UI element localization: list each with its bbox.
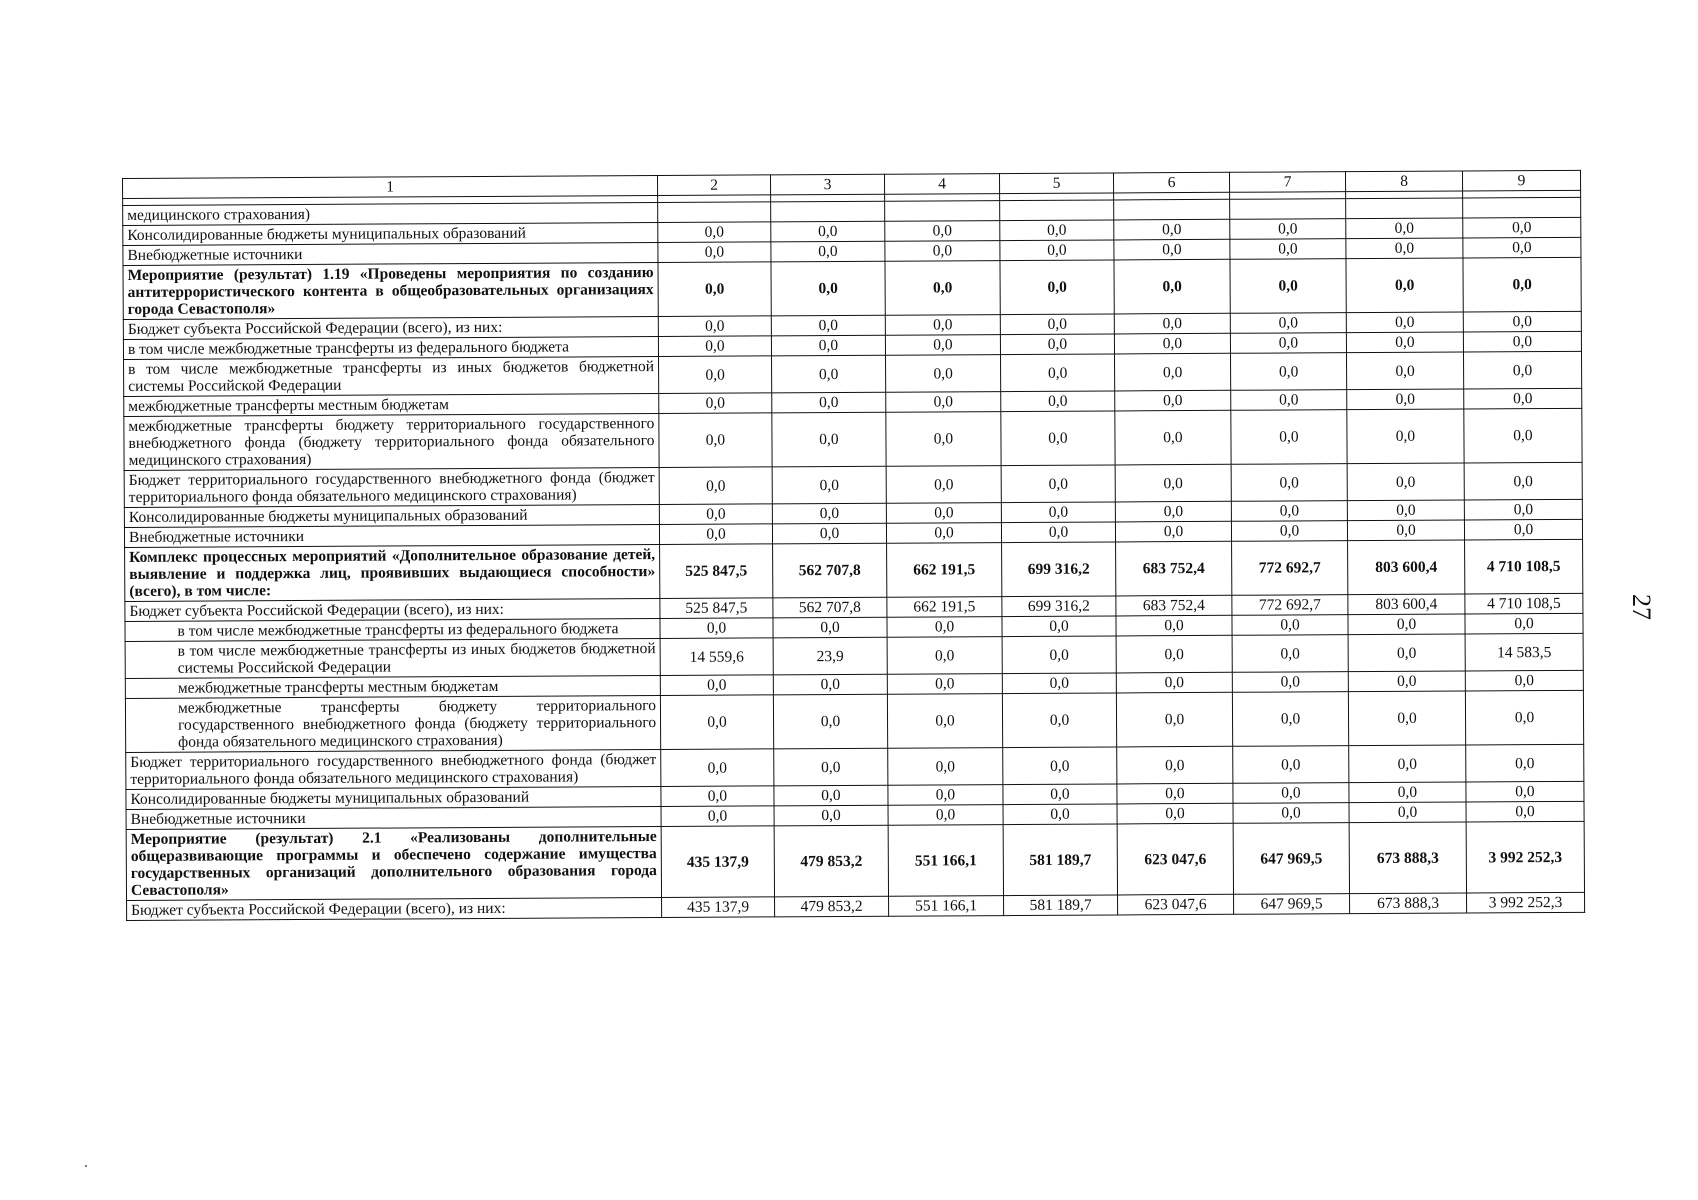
row-value-col-4: 0,0 (885, 261, 1000, 316)
row-value-col-8: 0,0 (1347, 520, 1464, 541)
row-label: Мероприятие (результат) 1.19 «Проведены мероприятия по созданию антитеррористического контента в общеобразовательных организациях города Севастополя» (123, 263, 658, 320)
row-value-col-6: 0,0 (1114, 313, 1230, 334)
row-label: Бюджет территориального государственного внебюджетного фонда (бюджет территориального фонда обязательного медицинского страхования) (126, 750, 661, 790)
row-value-col-5: 0,0 (1001, 411, 1115, 466)
column-header-6: 6 (1113, 172, 1229, 193)
row-value-col-5: 0,0 (1000, 314, 1114, 335)
row-value-col-3: 0,0 (771, 221, 885, 242)
row-value-col-7: 0,0 (1233, 746, 1349, 784)
scan-speck (85, 1165, 87, 1167)
row-value-col-2: 0,0 (659, 504, 772, 525)
row-value-col-6: 0,0 (1116, 635, 1232, 673)
row-value-col-5: 699 316,2 (1002, 542, 1116, 597)
row-value-col-5: 581 189,7 (1004, 895, 1118, 916)
row-value-col-6: 0,0 (1114, 353, 1230, 391)
row-value-col-3: 0,0 (774, 785, 888, 806)
column-header-8: 8 (1345, 171, 1462, 192)
row-value-col-3 (771, 201, 885, 222)
row-value-col-7: 0,0 (1232, 692, 1348, 747)
row-label: медицинского страхования) (123, 203, 658, 226)
row-value-col-4 (885, 201, 1000, 222)
row-value-col-8: 0,0 (1348, 634, 1465, 672)
row-value-col-5: 0,0 (1001, 391, 1115, 412)
row-value-col-9 (1463, 197, 1581, 218)
row-value-col-6: 0,0 (1117, 746, 1233, 784)
row-value-col-7: 0,0 (1230, 259, 1346, 314)
row-value-col-8: 0,0 (1346, 332, 1463, 353)
row-value-col-7: 0,0 (1233, 803, 1349, 824)
row-value-col-2: 0,0 (659, 524, 772, 545)
row-value-col-7: 0,0 (1231, 464, 1347, 502)
row-value-col-7: 0,0 (1231, 501, 1347, 522)
row-value-col-9: 0,0 (1465, 613, 1583, 634)
row-value-col-2: 0,0 (659, 413, 772, 468)
row-value-col-9: 0,0 (1465, 670, 1583, 691)
row-label: межбюджетные трансферты бюджету территориального государственного внебюджетного фонда (бюджету территориального фонда обязательного медицинского страхования) (125, 696, 660, 753)
row-value-col-6: 0,0 (1116, 615, 1232, 636)
row-value-col-4: 0,0 (885, 335, 1000, 356)
page-number: 27 (1627, 594, 1656, 620)
row-value-col-3: 0,0 (773, 674, 887, 695)
row-value-col-4: 0,0 (886, 392, 1001, 413)
row-value-col-4: 0,0 (885, 315, 1000, 336)
row-value-col-9: 0,0 (1466, 744, 1584, 782)
column-header-3: 3 (770, 174, 884, 195)
row-label: Бюджет субъекта Российской Федерации (всего), из них: (127, 897, 662, 920)
row-label: Мероприятие (результат) 2.1 «Реализованы дополнительные общеразвивающие программы и обеспечено содержание имущества государственных организаций дополнительного образования города Севастополя» (126, 826, 661, 900)
row-label: Внебюджетные источники (123, 243, 658, 266)
row-label: в том числе межбюджетные трансферты из иных бюджетов бюджетной системы Российской Федерации (125, 639, 660, 679)
row-value-col-2: 0,0 (658, 336, 771, 357)
row-value-col-2: 0,0 (659, 467, 772, 505)
row-value-col-8: 0,0 (1348, 614, 1465, 635)
row-value-col-7: 0,0 (1231, 390, 1347, 411)
row-value-col-5: 0,0 (1003, 784, 1117, 805)
row-value-col-7: 772 692,7 (1232, 541, 1348, 596)
row-value-col-7 (1230, 199, 1346, 220)
row-value-col-2: 14 559,6 (660, 638, 773, 676)
row-label: межбюджетные трансферты бюджету территориального государственного внебюджетного фонда (бюджету территориального фонда обязательного медицинского страхования) (124, 414, 659, 471)
row-value-col-2: 0,0 (658, 242, 771, 263)
row-value-col-3: 0,0 (771, 241, 885, 262)
row-value-col-9: 0,0 (1464, 388, 1582, 409)
row-value-col-5: 0,0 (1001, 354, 1115, 392)
column-header-1: 1 (123, 176, 658, 199)
row-value-col-3: 0,0 (772, 392, 886, 413)
column-header-7: 7 (1229, 172, 1345, 193)
row-value-col-3: 0,0 (771, 261, 885, 316)
row-value-col-6: 0,0 (1115, 410, 1231, 465)
row-value-col-4: 0,0 (885, 221, 1000, 242)
row-value-col-7: 0,0 (1232, 635, 1348, 673)
row-value-col-9: 0,0 (1463, 237, 1581, 258)
row-value-col-3: 562 707,8 (773, 597, 887, 618)
row-value-col-6: 623 047,6 (1117, 823, 1233, 895)
row-label: Бюджет территориального государственного внебюджетного фонда (бюджет территориального фонда обязательного медицинского страхования) (124, 468, 659, 508)
row-value-col-3: 0,0 (771, 335, 885, 356)
row-value-col-8: 0,0 (1347, 409, 1464, 464)
row-value-col-6: 683 752,4 (1116, 541, 1232, 596)
row-value-col-6: 0,0 (1115, 390, 1231, 411)
column-header-4: 4 (884, 174, 999, 195)
row-value-col-9: 0,0 (1464, 462, 1582, 500)
row-label: Внебюджетные источники (124, 525, 659, 548)
row-value-col-3: 0,0 (772, 503, 886, 524)
row-value-col-9: 0,0 (1463, 257, 1581, 312)
row-value-col-8: 0,0 (1347, 463, 1464, 501)
row-value-col-8: 803 600,4 (1348, 540, 1465, 595)
row-value-col-6 (1114, 199, 1230, 220)
row-value-col-3: 0,0 (771, 315, 885, 336)
table-row (124, 408, 1582, 470)
row-value-col-4: 662 191,5 (887, 597, 1002, 618)
row-value-col-8: 0,0 (1346, 312, 1463, 333)
row-label: Бюджет субъекта Российской Федерации (всего), из них: (123, 317, 658, 340)
column-header-2: 2 (657, 175, 770, 196)
row-value-col-3: 562 707,8 (773, 543, 887, 598)
row-value-col-2: 0,0 (658, 316, 771, 337)
row-value-col-9: 0,0 (1464, 408, 1582, 463)
row-value-col-3: 23,9 (773, 637, 887, 675)
row-value-col-6: 0,0 (1116, 692, 1232, 747)
row-value-col-5: 0,0 (1000, 240, 1114, 261)
row-value-col-5: 0,0 (1002, 673, 1116, 694)
row-value-col-7: 772 692,7 (1232, 595, 1348, 616)
row-value-col-2: 0,0 (660, 695, 773, 750)
row-label: Консолидированные бюджеты муниципальных образований (126, 786, 661, 809)
row-value-col-3: 479 853,2 (774, 825, 888, 897)
row-value-col-5: 0,0 (1003, 804, 1117, 825)
row-value-col-4: 551 166,1 (889, 896, 1004, 917)
row-value-col-4: 662 191,5 (887, 543, 1002, 598)
row-value-col-2: 0,0 (658, 222, 771, 243)
row-value-col-4: 0,0 (886, 466, 1001, 504)
row-value-col-4: 0,0 (886, 412, 1001, 467)
row-value-col-3: 0,0 (774, 805, 888, 826)
row-value-col-5 (1000, 200, 1114, 221)
row-value-col-3: 0,0 (772, 523, 886, 544)
row-value-col-6: 0,0 (1114, 219, 1230, 240)
row-value-col-9: 0,0 (1465, 690, 1583, 745)
row-value-col-3: 0,0 (773, 617, 887, 638)
row-value-col-8: 0,0 (1346, 238, 1463, 259)
row-value-col-8 (1346, 198, 1463, 219)
row-value-col-3: 479 853,2 (775, 896, 889, 917)
row-value-col-7: 0,0 (1233, 783, 1349, 804)
row-value-col-2: 0,0 (661, 749, 774, 787)
row-value-col-5: 0,0 (1002, 616, 1116, 637)
row-value-col-3: 0,0 (774, 748, 888, 786)
row-value-col-9: 0,0 (1466, 781, 1584, 802)
row-label: межбюджетные трансферты местным бюджетам (124, 394, 659, 417)
row-value-col-8: 673 888,3 (1350, 893, 1467, 914)
row-value-col-9: 0,0 (1463, 331, 1581, 352)
row-value-col-3: 0,0 (773, 694, 887, 749)
row-value-col-7: 0,0 (1230, 353, 1346, 391)
row-value-col-2: 435 137,9 (662, 897, 775, 918)
row-value-col-8: 0,0 (1346, 218, 1463, 239)
row-value-col-7: 647 969,5 (1234, 894, 1350, 915)
row-value-col-2: 0,0 (658, 262, 771, 317)
row-value-col-8: 673 888,3 (1349, 822, 1466, 894)
row-value-col-9: 4 710 108,5 (1465, 593, 1583, 614)
row-value-col-6: 623 047,6 (1118, 894, 1234, 915)
row-value-col-9: 4 710 108,5 (1465, 539, 1583, 594)
row-value-col-5: 0,0 (1002, 636, 1116, 674)
row-value-col-5: 0,0 (1003, 747, 1117, 785)
row-value-col-2: 525 847,5 (660, 544, 773, 599)
row-value-col-7: 0,0 (1232, 672, 1348, 693)
row-value-col-4: 0,0 (886, 503, 1001, 524)
table-row (125, 539, 1583, 601)
row-value-col-6: 0,0 (1117, 783, 1233, 804)
row-value-col-5: 581 189,7 (1003, 824, 1117, 896)
row-label: Внебюджетные источники (126, 806, 661, 829)
row-value-col-8: 0,0 (1346, 258, 1463, 313)
row-value-col-8: 0,0 (1349, 745, 1466, 783)
row-value-col-7: 647 969,5 (1233, 823, 1349, 895)
row-label: Консолидированные бюджеты муниципальных образований (123, 223, 658, 246)
row-value-col-4: 0,0 (888, 805, 1003, 826)
row-value-col-8: 0,0 (1346, 352, 1463, 390)
table-row (125, 690, 1583, 752)
row-value-col-6: 0,0 (1114, 333, 1230, 354)
row-value-col-5: 0,0 (1001, 522, 1115, 543)
row-value-col-9: 0,0 (1464, 519, 1582, 540)
table-body (123, 197, 1585, 920)
row-label: Консолидированные бюджеты муниципальных образований (124, 505, 659, 528)
row-value-col-5: 0,0 (1002, 693, 1116, 748)
row-value-col-6: 0,0 (1114, 259, 1230, 314)
row-value-col-4: 0,0 (887, 674, 1002, 695)
row-value-col-7: 0,0 (1231, 410, 1347, 465)
row-value-col-7: 0,0 (1230, 239, 1346, 260)
row-value-col-4: 0,0 (887, 637, 1002, 675)
row-value-col-5: 0,0 (1000, 260, 1114, 315)
row-value-col-8: 0,0 (1347, 500, 1464, 521)
row-value-col-6: 0,0 (1115, 501, 1231, 522)
row-value-col-5: 699 316,2 (1002, 596, 1116, 617)
row-value-col-8: 0,0 (1349, 802, 1466, 823)
row-value-col-4: 551 166,1 (888, 825, 1003, 897)
table-row (123, 257, 1581, 319)
row-value-col-2: 0,0 (660, 618, 773, 639)
row-value-col-7: 0,0 (1230, 219, 1346, 240)
row-value-col-3: 0,0 (772, 355, 886, 393)
row-value-col-8: 0,0 (1349, 782, 1466, 803)
row-value-col-2: 0,0 (661, 806, 774, 827)
row-value-col-2: 0,0 (659, 356, 772, 394)
row-value-col-9: 0,0 (1464, 499, 1582, 520)
row-value-col-3: 0,0 (772, 466, 886, 504)
row-value-col-3: 0,0 (772, 412, 886, 467)
row-value-col-7: 0,0 (1230, 313, 1346, 334)
row-label: в том числе межбюджетные трансферты из федерального бюджета (123, 337, 658, 360)
row-value-col-9: 0,0 (1463, 351, 1581, 389)
row-value-col-4: 0,0 (887, 694, 1002, 749)
row-value-col-2 (658, 202, 771, 223)
row-value-col-7: 0,0 (1231, 521, 1347, 542)
row-value-col-2: 0,0 (661, 786, 774, 807)
column-header-9: 9 (1462, 170, 1580, 191)
row-value-col-9: 0,0 (1463, 311, 1581, 332)
row-value-col-2: 525 847,5 (660, 598, 773, 619)
row-value-col-6: 0,0 (1114, 239, 1230, 260)
row-value-col-6: 0,0 (1117, 803, 1233, 824)
row-value-col-6: 683 752,4 (1116, 595, 1232, 616)
row-value-col-9: 14 583,5 (1465, 633, 1583, 671)
row-value-col-4: 0,0 (885, 241, 1000, 262)
row-value-col-9: 3 992 252,3 (1466, 821, 1584, 893)
row-value-col-4: 0,0 (888, 748, 1003, 786)
row-value-col-9: 0,0 (1463, 217, 1581, 238)
row-value-col-5: 0,0 (1000, 334, 1114, 355)
row-value-col-9: 0,0 (1466, 801, 1584, 822)
row-value-col-6: 0,0 (1115, 464, 1231, 502)
row-value-col-5: 0,0 (1000, 220, 1114, 241)
row-label: в том числе межбюджетные трансферты из федерального бюджета (125, 619, 660, 642)
row-value-col-4: 0,0 (887, 617, 1002, 638)
row-value-col-2: 0,0 (660, 675, 773, 696)
row-value-col-8: 0,0 (1348, 691, 1465, 746)
row-value-col-9: 3 992 252,3 (1467, 892, 1585, 913)
row-value-col-7: 0,0 (1230, 333, 1346, 354)
row-value-col-6: 0,0 (1115, 521, 1231, 542)
row-value-col-5: 0,0 (1001, 465, 1115, 503)
row-value-col-4: 0,0 (886, 355, 1001, 393)
column-header-5: 5 (999, 173, 1113, 194)
row-value-col-7: 0,0 (1232, 615, 1348, 636)
row-value-col-6: 0,0 (1116, 672, 1232, 693)
table-row (126, 821, 1584, 900)
row-value-col-5: 0,0 (1001, 502, 1115, 523)
row-label: межбюджетные трансферты местным бюджетам (125, 676, 660, 699)
row-label: Бюджет субъекта Российской Федерации (всего), из них: (125, 599, 660, 622)
row-value-col-4: 0,0 (888, 785, 1003, 806)
row-label: в том числе межбюджетные трансферты из иных бюджетов бюджетной системы Российской Федерации (124, 357, 659, 397)
row-value-col-8: 0,0 (1347, 389, 1464, 410)
row-value-col-2: 435 137,9 (661, 826, 774, 898)
row-value-col-2: 0,0 (659, 393, 772, 414)
budget-table (122, 170, 1585, 921)
row-value-col-4: 0,0 (886, 523, 1001, 544)
row-value-col-8: 803 600,4 (1348, 594, 1465, 615)
row-value-col-8: 0,0 (1348, 671, 1465, 692)
row-label: Комплекс процессных мероприятий «Дополнительное образование детей, выявление и поддержка лиц, проявивших выдающиеся способности» (всего), в том числе: (125, 545, 660, 602)
